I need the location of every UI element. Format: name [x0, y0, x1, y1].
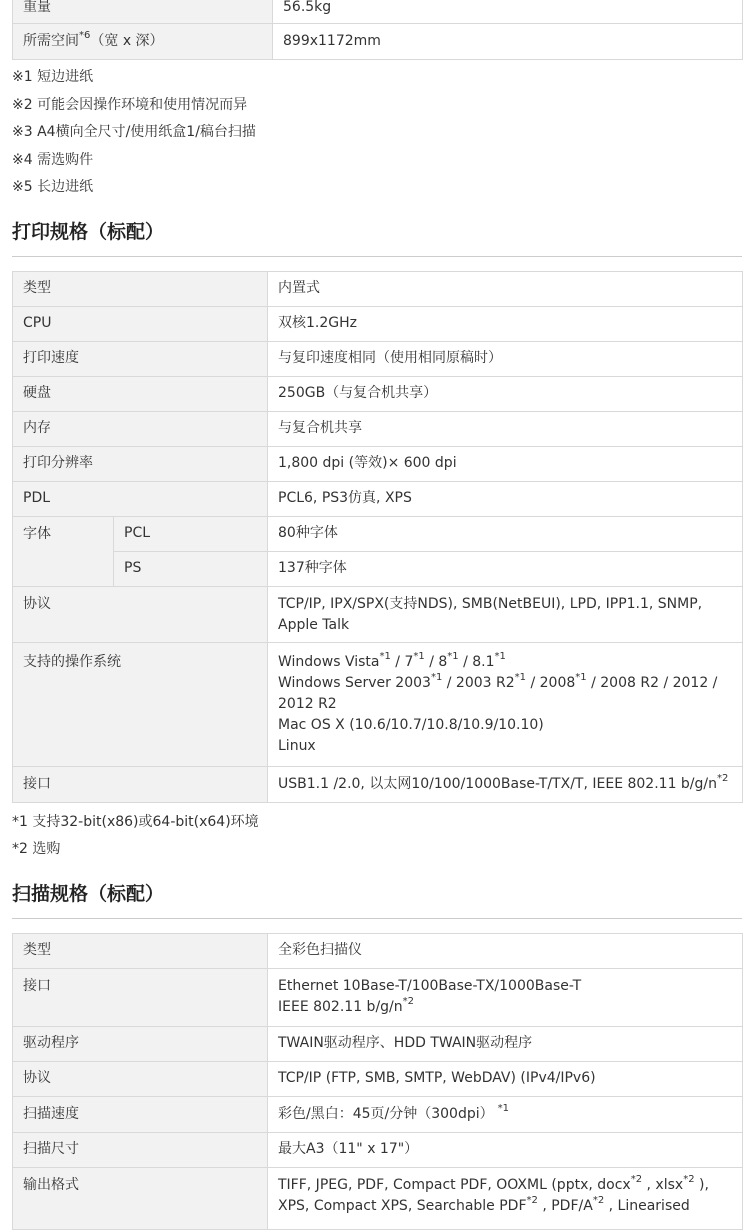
table-row — [13, 341, 743, 376]
value-line: TIFF, JPEG, PDF, Compact PDF, OOXML (pptx, docx$^{*2}$ , xlsx$^{*2}$ ), — [278, 1173, 709, 1193]
value-line: Ethernet 10Base-T/100Base-TX/1000Base-T — [278, 977, 582, 994]
print-spec-table — [12, 271, 743, 803]
footnote: *2 选购 — [12, 841, 61, 857]
value-line: Linux — [278, 737, 316, 754]
footnote-ref: *2 — [717, 772, 729, 784]
table-row — [13, 933, 743, 968]
table-row — [13, 551, 743, 586]
value-line: Mac OS X (10.6/10.7/10.8/10.9/10.10) — [278, 716, 544, 733]
row-label: 扫描尺寸 — [13, 1132, 268, 1167]
row-sublabel: PS — [114, 551, 268, 586]
row-label: 打印速度 — [13, 341, 268, 376]
table-row — [13, 0, 743, 24]
row-value: 80种字体 — [268, 516, 743, 551]
row-label: 类型 — [13, 933, 268, 968]
row-value — [268, 642, 743, 766]
table-row — [13, 1167, 743, 1229]
row-label: 接口 — [13, 766, 268, 802]
row-label: 字体 — [13, 516, 114, 586]
row-label: 接口 — [13, 968, 268, 1026]
row-value: TCP/IP (FTP, SMB, SMTP, WebDAV) (IPv4/IPv6) — [268, 1061, 743, 1096]
table-row — [13, 1096, 743, 1132]
row-value: 全彩色扫描仪 — [268, 933, 743, 968]
row-value: 内置式 — [268, 271, 743, 306]
row-value: 1,800 dpi (等效)× 600 dpi — [268, 446, 743, 481]
row-value: TWAIN驱动程序、HDD TWAIN驱动程序 — [268, 1026, 743, 1061]
row-label: 协议 — [13, 586, 268, 642]
value-line: Windows Server 2003$^{*1}$ / 2003 R2$^{*1}$ / 2008$^{*1}$ / 2008 R2 / 2012 / — [278, 671, 718, 691]
footnote: ※1 短边进纸 — [12, 69, 94, 85]
row-label: 内存 — [13, 411, 268, 446]
row-label: 打印分辨率 — [13, 446, 268, 481]
table-row — [13, 766, 743, 802]
row-label: 输出格式 — [13, 1167, 268, 1229]
row-label: 扫描速度 — [13, 1096, 268, 1132]
value-line: IEEE 802.11 $b/g/n^{*2}$ — [278, 995, 415, 1015]
row-label: 类型 — [13, 271, 268, 306]
label-text: 所需空间 — [23, 33, 79, 49]
row-label: 硬盘 — [13, 376, 268, 411]
row-sublabel: PCL — [114, 516, 268, 551]
general-notes — [12, 64, 742, 202]
row-value: 56.5kg — [273, 0, 743, 24]
row-label: 协议 — [13, 1061, 268, 1096]
row-value — [268, 586, 743, 642]
row-value: 双核1.2GHz — [268, 306, 743, 341]
row-label — [13, 24, 273, 60]
value-line: XPS, Compact XPS, Searchable PDF$^{*2}$ , PDF/$A^{*2}$ , Linearised — [278, 1194, 690, 1214]
scan-spec-table — [12, 933, 743, 1230]
row-value: 137种字体 — [268, 551, 743, 586]
spec-page — [12, 0, 742, 1230]
print-notes — [12, 809, 742, 864]
table-row — [13, 1061, 743, 1096]
row-label: 驱动程序 — [13, 1026, 268, 1061]
table-row — [13, 411, 743, 446]
row-value — [268, 1167, 743, 1229]
label-suffix: （宽 x 深） — [90, 33, 164, 49]
row-value: 899x1172mm — [273, 24, 743, 60]
table-row — [13, 481, 743, 516]
footnote: ※5 长边进纸 — [12, 179, 94, 195]
table-row — [13, 642, 743, 766]
table-row — [13, 968, 743, 1026]
table-row — [13, 516, 743, 551]
row-label: 重量 — [13, 0, 273, 24]
row-label: 支持的操作系统 — [13, 642, 268, 766]
row-label: CPU — [13, 306, 268, 341]
table-row — [13, 1026, 743, 1061]
footnote: ※3 A4横向全尺寸/使用纸盒1/稿台扫描 — [12, 124, 256, 140]
print-section-title: 打印规格（标配） — [12, 208, 742, 257]
row-value: PCL6, PS3仿真, XPS — [268, 481, 743, 516]
row-value: 最大A3（11" x 17"） — [268, 1132, 743, 1167]
footnote: *1 支持32-bit(x86)或64-bit(x64)环境 — [12, 813, 259, 830]
row-label: PDL — [13, 481, 268, 516]
general-spec-table — [12, 0, 743, 60]
table-row — [13, 24, 743, 60]
row-value: 与复印速度相同（使用相同原稿时） — [268, 341, 743, 376]
table-row — [13, 586, 743, 642]
row-value: 250GB（与复合机共享） — [268, 376, 743, 411]
value-line: TCP/IP, IPX/SPX(支持NDS), SMB(NetBEUI), LPD, IPP1.1, SNMP, — [278, 595, 703, 612]
table-row — [13, 376, 743, 411]
value-line: Windows Vista$^{*1}$ / 7$^{*1}$ / 8$^{*1}$ / 8.1$^{*1}$ — [278, 650, 506, 670]
table-row — [13, 446, 743, 481]
row-value — [268, 968, 743, 1026]
scan-section-title: 扫描规格（标配） — [12, 870, 742, 919]
row-value: USB1.1 /2.0, 以太网10/100/1000Base-T/TX/T, IEEE 802.11 $b/g/n^{*2}$ — [268, 766, 743, 802]
row-value: 与复合机共享 — [268, 411, 743, 446]
table-row — [13, 1132, 743, 1167]
footnote-ref: *1 — [497, 1102, 510, 1114]
table-row — [13, 271, 743, 306]
footnote: ※2 可能会因操作环境和使用情况而异 — [12, 96, 248, 113]
table-row — [13, 306, 743, 341]
footnote: ※4 需选购件 — [12, 151, 94, 168]
footnote-ref: *6 — [79, 30, 91, 42]
value-line: 2012 R2 — [278, 695, 337, 712]
row-value: 彩色/黑白：45页/分钟（300dpi） $^{*1}$ — [268, 1096, 743, 1132]
value-line: Apple Talk — [278, 616, 350, 633]
